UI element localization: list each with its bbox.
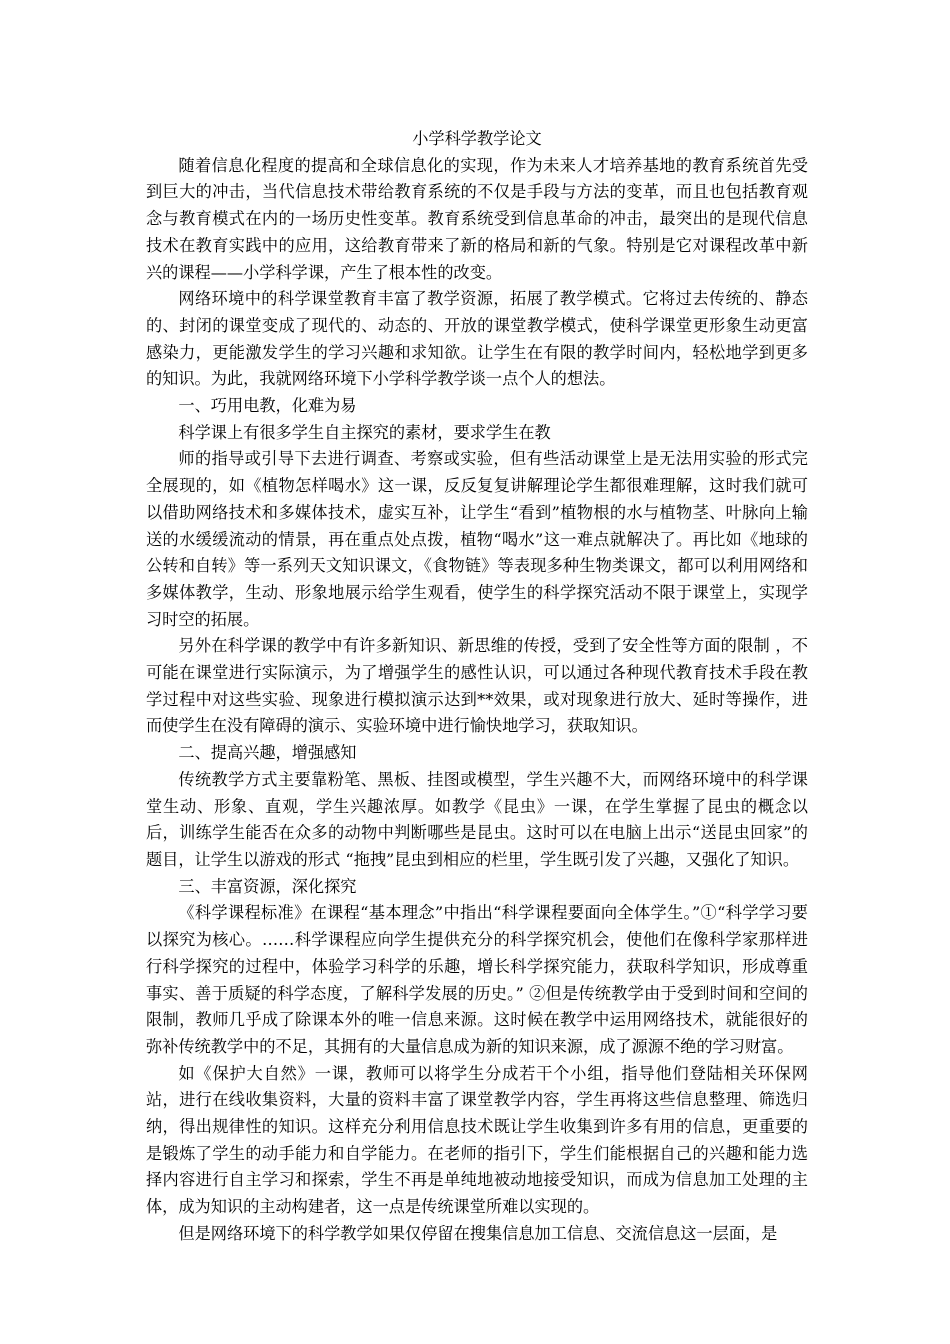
paragraph-network-classroom: 网络环境中的科学课堂教育丰富了教学资源，拓展了教学模式。它将过去传统的、静态的、封闭的课堂变成了现代的、动态的、开放的课堂教学模式，使科学课堂更形象生动更富感染力，更能激发学生的学习兴趣和求知欲。让学生在有限的教学时间内，轻松地学到更多的知识。为此，我就网络环境下小学科学教学谈一点个人的想法。 — [146, 289, 808, 389]
paragraph-section-2-body: 传统教学方式主要靠粉笔、黑板、挂图或模型，学生兴趣不大，而网络环境中的科学课堂生动、形象、直观，学生兴趣浓厚。如教学《昆虫》一课，在学生掌握了昆虫的概念以后，训练学生能否在众多的动物中判断哪些是昆虫。这时可以在电脑上出示“送昆虫回家”的题目，让学生以游戏的形式 “拖拽”昆虫到相应的栏里，学生既引发了兴趣，又强化了知识。 — [146, 769, 808, 869]
document-title: 小学科学教学论文 — [412, 129, 542, 148]
paragraph-section-1-body: 师的指导或引导下去进行调查、考察或实验，但有些活动课堂上是无法用实验的形式完全展现的，如《植物怎样喝水》这一课，反反复复讲解理论学生都很难理解，这时我们就可以借助网络技术和多媒体技术，虚实互补，让学生“看到”植物根的水与植物茎、叶脉向上输送的水缓缓流动的情景，再在重点处点拨，植物“喝水”这一难点就解决了。再比如《地球的公转和自转》等一系列天文知识课文，《食物链》等表现多种生物类课文，都可以利用网络和多媒体教学，生动、形象地展示给学生观看，使学生的科学探究活动不限于课堂上，实现学习时空的拓展。 — [146, 449, 808, 629]
paragraph-section-3-example: 如《保护大自然》一课，教师可以将学生分成若干个小组，指导他们登陆相关环保网站，进行在线收集资料，大量的资料丰富了课堂教学内容，学生再将这些信息整理、筛选归纳，得出规律性的知识。这样充分利用信息技术既让学生收集到许多有用的信息，更重要的是锻炼了学生的动手能力和自学能力。在老师的指引下，学生们能根据自己的兴趣和能力选择内容进行自主学习和探索，学生不再是单纯地被动地接受知识，而成为信息加工处理的主体，成为知识的主动构建者，这一点是传统课堂所难以实现的。 — [146, 1063, 808, 1217]
paragraph-intro: 随着信息化程度的提高和全球信息化的实现，作为未来人才培养基地的教育系统首先受到巨大的冲击，当代信息技术带给教育系统的不仅是手段与方法的变革，而且也包括教育观念与教育模式在内的一场历史性变革。教育系统受到信息革命的冲击，最突出的是现代信息技术在教育实践中的应用，这给教育带来了新的格局和新的气象。特别是它对课程改革中新兴的课程——小学科学课，产生了根本性的改变。 — [146, 155, 808, 282]
paragraph-section-3-continuation: 但是网络环境下的科学教学如果仅停留在搜集信息加工信息、交流信息这一层面，是 — [178, 1223, 778, 1243]
paragraph-section-3-standard: 《科学课程标准》在课程“基本理念”中指出“科学课程要面向全体学生。”①“科学学习要以探究为核心。……科学课程应向学生提供充分的科学探究机会，使他们在像科学家那样进行科学探究的过程中，体验学习科学的乐趣，增长科学探究能力，获取科学知识，形成尊重事实、善于质疑的科学态度，了解科学发展的历史。” ②但是传统教学由于受到时间和空间的限制，教师几乎成了除课本外的唯一信息来源。这时候在教学中运用网络技术，就能很好的弥补传统教学中的不足，其拥有的大量信息成为新的知识来源，成了源源不绝的学习财富。 — [146, 903, 808, 1056]
section-heading-1: 一、巧用电教，化难为易 — [178, 396, 357, 416]
document-page — [146, 126, 808, 1248]
paragraph-section-1-lead: 科学课上有很多学生自主探究的素材，要求学生在教 — [178, 422, 551, 442]
section-heading-3: 三、丰富资源，深化探究 — [178, 876, 357, 896]
paragraph-section-1-demo: 另外在科学课的教学中有许多新知识、新思维的传授，受到了安全性等方面的限制 ，不可能在课堂进行实际演示，为了增强学生的感性认识，可以通过各种现代教育技术手段在教学过程中对这些实验、现象进行模拟演示达到**效果，或对现象进行放大、延时等操作，进而使学生在没有障碍的演示、实验环境中进行愉快地学习，获取知识。 — [146, 636, 808, 736]
section-heading-2: 二、提高兴趣，增强感知 — [178, 743, 357, 763]
